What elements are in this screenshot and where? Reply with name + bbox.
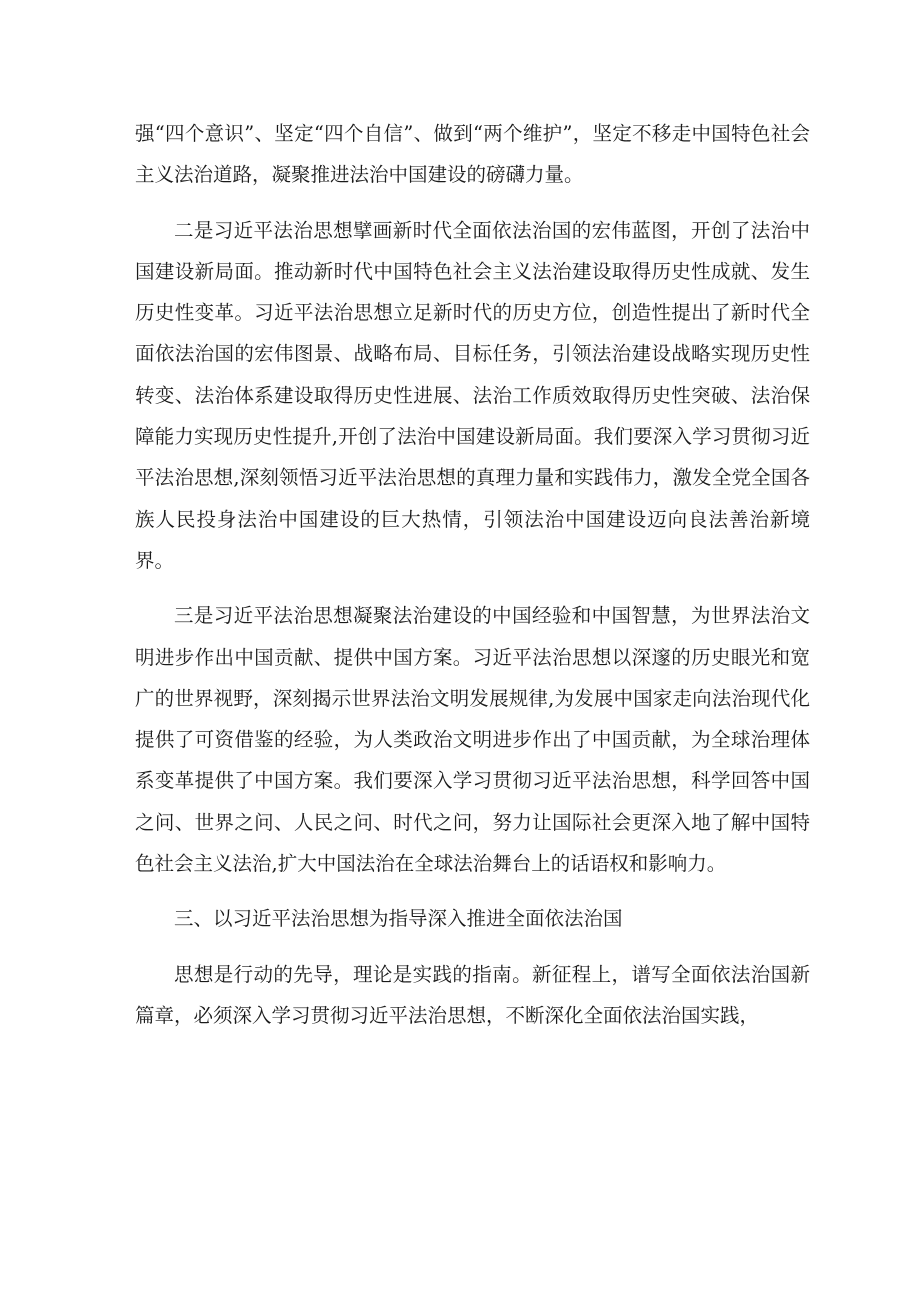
paragraph-continuation: 强“四个意识”、坚定“四个自信”、做到“两个维护”，坚定不移走中国特色社会主义法治道路，凝聚推进法治中国建设的磅礴力量。 [135, 122, 810, 187]
section-heading: 三、以习近平法治思想为指导深入推进全面依法治国 [174, 907, 623, 931]
paragraph-blueprint: 二是习近平法治思想擘画新时代全面依法治国的宏伟蓝图，开创了法治中国建设新局面。推动新时代中国特色社会主义法治建设取得历史性成就、发生历史性变革。习近平法治思想立足新时代的历史方位，创造性提出了新时代全面依法治国的宏伟图景、战略布局、目标任务，引领法治建设战略实现历史性转变、法治体系建设取得历史性进展、法治工作质效取得历史性突破、法治保障能力实现历史性提升,开创了法治中国建设新局面。我们要深入学习贯彻习近平法治思想,深刻领悟习近平法治思想的真理力量和实践伟力，激发全党全国各族人民投身法治中国建设的巨大热情，引领法治中国建设迈向良法善治新境界。 [135, 218, 810, 572]
paragraph-wisdom: 三是习近平法治思想凝聚法治建设的中国经验和中国智慧，为世界法治文明进步作出中国贡献、提供中国方案。习近平法治思想以深邃的历史眼光和宽广的世界视野，深刻揭示世界法治文明发展规律,为发展中国家走向法治现代化提供了可资借鉴的经验，为人类政治文明进步作出了中国贡献，为全球治理体系变革提供了中国方案。我们要深入学习贯彻习近平法治思想，科学回答中国之问、世界之问、人民之问、时代之问，努力让国际社会更深入地了解中国特色社会主义法治,扩大中国法治在全球法治舞台上的话语权和影响力。 [135, 604, 810, 876]
paragraph-guidance: 思想是行动的先导，理论是实践的指南。新征程上，谱写全面依法治国新篇章，必须深入学习贯彻习近平法治思想，不断深化全面依法治国实践， [135, 962, 810, 1027]
